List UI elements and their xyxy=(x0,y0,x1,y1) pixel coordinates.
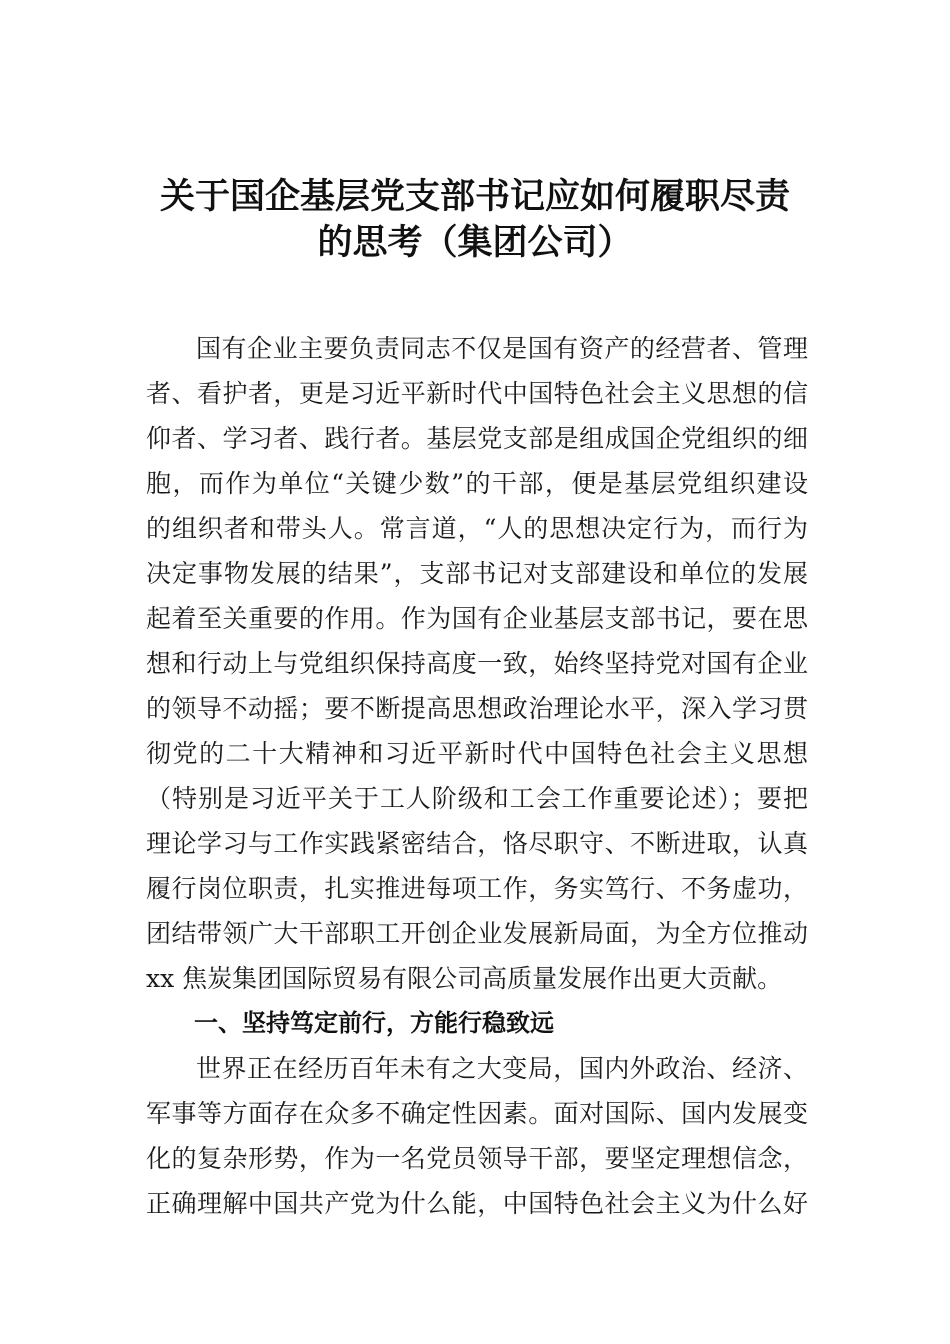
paragraph-line: 的组织者和带头人。常言道，“人的思想决定行为，而行为 xyxy=(146,514,808,543)
document-title xyxy=(0,174,950,266)
paragraph-line: 彻党的二十大精神和习近平新时代中国特色社会主义思想 xyxy=(146,739,808,768)
paragraph-1 xyxy=(146,326,808,1001)
paragraph-line: 团结带领广大干部职工开创企业发展新局面，为全方位推动 xyxy=(146,919,808,948)
paragraph-line: 想和行动上与党组织保持高度一致，始终坚持党对国有企业 xyxy=(146,649,808,678)
title-line-2: 的思考（集团公司） xyxy=(317,222,633,263)
paragraph-line: 的领导不动摇；要不断提高思想政治理论水平，深入学习贯 xyxy=(146,694,808,723)
paragraph-line: 军事等方面存在众多不确定性因素。面对国际、国内发展变 xyxy=(146,1099,808,1128)
paragraph-line: 仰者、学习者、践行者。基层党支部是组成国企党组织的细 xyxy=(146,424,808,453)
paragraph-line: 国有企业主要负责同志不仅是国有资产的经营者、管理 xyxy=(196,334,808,363)
paragraph-line: 世界正在经历百年未有之大变局，国内外政治、经济、 xyxy=(196,1054,808,1083)
paragraph-2 xyxy=(146,1046,808,1226)
paragraph-line: （特别是习近平关于工人阶级和工会工作重要论述）；要把 xyxy=(146,784,808,813)
document-body xyxy=(146,326,808,1226)
paragraph-line: 胞，而作为单位“关键少数”的干部，便是基层党组织建设 xyxy=(146,469,808,498)
paragraph-line: 决定事物发展的结果”，支部书记对支部建设和单位的发展 xyxy=(146,559,808,588)
title-line-1: 关于国企基层党支部书记应如何履职尽责 xyxy=(159,176,790,217)
paragraph-line: 起着至关重要的作用。作为国有企业基层支部书记，要在思 xyxy=(146,604,808,633)
paragraph-line: 者、看护者，更是习近平新时代中国特色社会主义思想的信 xyxy=(146,379,808,408)
section-heading-1: 一、坚持笃定前行，方能行稳致远 xyxy=(194,1009,554,1037)
paragraph-line: 履行岗位职责，扎实推进每项工作，务实笃行、不务虚功， xyxy=(146,874,808,903)
paragraph-line: 正确理解中国共产党为什么能，中国特色社会主义为什么好 xyxy=(146,1189,808,1218)
paragraph-line: xx 焦炭集团国际贸易有限公司高质量发展作出更大贡献。 xyxy=(146,964,783,993)
paragraph-line: 化的复杂形势，作为一名党员领导干部，要坚定理想信念， xyxy=(146,1144,808,1173)
paragraph-line: 理论学习与工作实践紧密结合，恪尽职守、不断进取，认真 xyxy=(146,829,808,858)
